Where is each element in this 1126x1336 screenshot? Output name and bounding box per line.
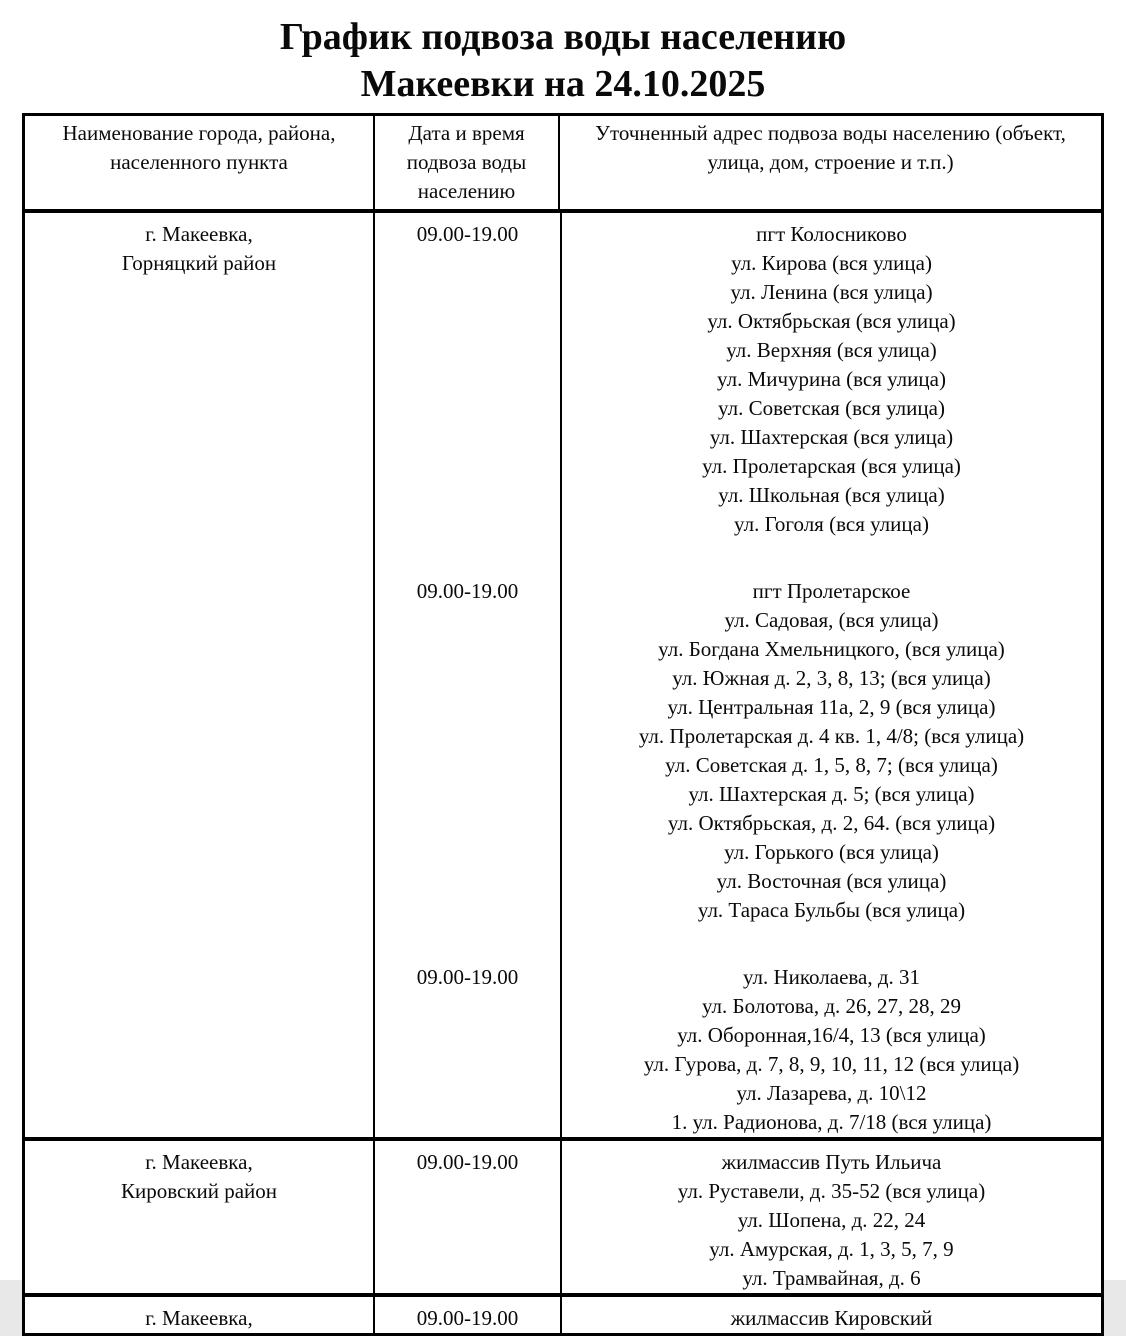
address-line: ул. Школьная (вся улица)	[718, 483, 945, 507]
address-line: ул. Гоголя (вся улица)	[734, 512, 929, 536]
address-line: пгт Колосниково	[756, 222, 907, 246]
settlement-cell	[25, 1141, 375, 1293]
address-line: ул. Шахтерская (вся улица)	[709, 425, 954, 449]
address-line: ул. Пролетарская (вся улица)	[702, 454, 961, 478]
address-line: ул. Болотова, д. 26, 27, 28, 29	[701, 994, 962, 1018]
time-cell: 09.00-19.00	[416, 965, 519, 989]
address-line: ул. Горького (вся улица)	[724, 840, 939, 864]
water-schedule-table	[22, 113, 1104, 1336]
address-line: ул. Мичурина (вся улица)	[717, 367, 946, 391]
address-cell	[560, 570, 1101, 956]
address-cell	[560, 1297, 1101, 1333]
address-line: ул. Советская (вся улица)	[718, 396, 945, 420]
table-row	[25, 1137, 1101, 1293]
table-header-row	[25, 116, 1101, 213]
address-line: ул. Тараса Бульбы (вся улица)	[697, 898, 966, 922]
time-cell: 09.00-19.00	[416, 222, 519, 246]
header-cell-address	[560, 116, 1101, 209]
settlement-cell	[25, 1297, 375, 1333]
address-line: ул. Гурова, д. 7, 8, 9, 10, 11, 12 (вся улица)	[643, 1052, 1020, 1076]
address-line: ул. Трамвайная, д. 6	[742, 1266, 921, 1290]
schedule-group	[375, 1297, 1101, 1333]
header-address-text: Уточненный адрес подвоза воды населению (объект, улица, дом, строение и т.п.)	[595, 121, 1066, 174]
address-line: 1. ул. Радионова, д. 7/18 (вся улица)	[671, 1110, 992, 1134]
settlement-line: Кировский район	[120, 1179, 278, 1203]
title-line-2: Макеевки на 24.10.2025	[360, 63, 766, 105]
address-line: ул. Руставели, д. 35-52 (вся улица)	[677, 1179, 986, 1203]
address-line: ул. Восточная (вся улица)	[716, 869, 947, 893]
address-line: ул. Оборонная,16/4, 13 (вся улица)	[677, 1023, 986, 1047]
header-cell-settlement	[25, 116, 375, 209]
time-cell: 09.00-19.00	[416, 1150, 519, 1174]
settlement-line: г. Макеевка,	[145, 222, 253, 246]
address-line: ул. Центральная 11а, 2, 9 (вся улица)	[667, 695, 996, 719]
address-cell	[560, 213, 1101, 570]
address-line: ул. Кирова (вся улица)	[731, 251, 932, 275]
schedule-group	[375, 1141, 1101, 1293]
schedule-group	[375, 213, 1101, 570]
address-line: ул. Амурская, д. 1, 3, 5, 7, 9	[709, 1237, 954, 1261]
address-line: ул. Южная д. 2, 3, 8, 13; (вся улица)	[672, 666, 991, 690]
address-line: ул. Садовая, (вся улица)	[724, 608, 939, 632]
address-line: ул. Шопена, д. 22, 24	[737, 1208, 926, 1232]
row-schedule-groups	[375, 1141, 1101, 1293]
header-settlement-text: Наименование города, района, населенного пункта	[62, 121, 336, 174]
address-line: ул. Николаева, д. 31	[742, 965, 921, 989]
address-line: жилмассив Путь Ильича	[721, 1150, 942, 1174]
address-cell	[560, 956, 1101, 1137]
settlement-line: Горняцкий район	[121, 251, 277, 275]
time-cell: 09.00-19.00	[416, 579, 519, 603]
address-line: ул. Шахтерская д. 5; (вся улица)	[688, 782, 975, 806]
table-row	[25, 213, 1101, 1137]
address-line: жилмассив Кировский	[730, 1306, 933, 1330]
row-schedule-groups	[375, 1297, 1101, 1333]
address-line: ул. Ленина (вся улица)	[730, 280, 933, 304]
time-cell: 09.00-19.00	[416, 1306, 519, 1330]
address-line: ул. Верхняя (вся улица)	[726, 338, 937, 362]
address-line: ул. Октябрьская, д. 2, 64. (вся улица)	[667, 811, 996, 835]
address-cell	[560, 1141, 1101, 1293]
address-line: ул. Лазарева, д. 10\12	[736, 1081, 927, 1105]
address-line: пгт Пролетарское	[752, 579, 911, 603]
settlement-cell	[25, 213, 375, 1137]
header-cell-datetime: Дата и время подвоза воды населению	[375, 116, 560, 209]
title-line-1: График подвоза воды населению	[279, 16, 847, 58]
row-schedule-groups	[375, 213, 1101, 1137]
document-title	[0, 0, 1126, 108]
address-line: ул. Советская д. 1, 5, 8, 7; (вся улица)	[665, 753, 998, 777]
settlement-line: г. Макеевка,	[145, 1306, 253, 1330]
settlement-line: г. Макеевка,	[145, 1150, 253, 1174]
schedule-group	[375, 570, 1101, 956]
address-line: ул. Октябрьская (вся улица)	[707, 309, 956, 333]
table-row-partial	[25, 1293, 1101, 1333]
address-line: ул. Пролетарская д. 4 кв. 1, 4/8; (вся улица)	[638, 724, 1025, 748]
schedule-group	[375, 956, 1101, 1137]
address-line: ул. Богдана Хмельницкого, (вся улица)	[658, 637, 1005, 661]
